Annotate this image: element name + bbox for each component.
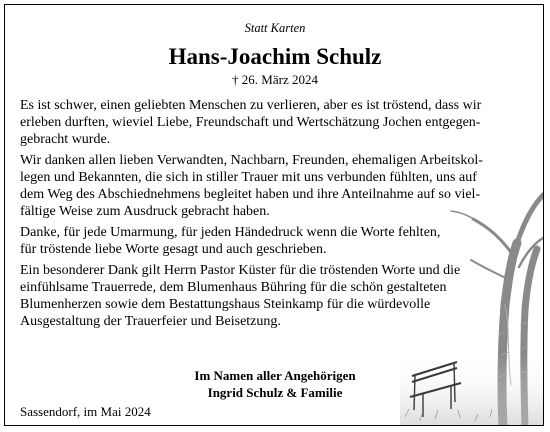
paragraph: [20, 97, 525, 148]
deceased-name: Hans-Joachim Schulz: [168, 44, 382, 69]
paragraph: [20, 224, 525, 258]
grass: [405, 409, 492, 421]
text-line: Blumenherzen sowie dem Bestattungshaus Steinkamp für die würdevolle: [20, 297, 431, 312]
signature-line: Ingrid Schulz & Familie: [207, 385, 343, 400]
text-line: für tröstende liebe Worte gesagt und auch geschrieben.: [20, 242, 327, 257]
text-line: Ein besonderer Dank gilt Herrn Pastor Küster für die tröstenden Worte und die: [20, 263, 461, 278]
place-date: Sassendorf, im Mai 2024: [20, 404, 151, 419]
text-line: Es ist schwer, einen geliebten Menschen zu verlieren, aber es ist tröstend, dass wir: [20, 98, 482, 113]
text-line: gebracht wurde.: [20, 132, 111, 147]
text-line: fältige Weise zum Ausdruck gebracht haben.: [20, 204, 270, 219]
thank-you-text: [20, 97, 525, 334]
signature-line: Im Namen aller Angehörigen: [194, 368, 356, 383]
text-line: einfühlsame Trauerrede, dem Blumenhaus Bühring für die schön gestalteten: [20, 280, 447, 295]
paragraph: [20, 262, 525, 330]
obituary-notice: [4, 4, 544, 426]
paragraph: [20, 152, 525, 220]
text-line: Wir danken allen lieben Verwandten, Nachbarn, Freunden, ehemaligen Arbeitskol-: [20, 153, 483, 168]
text-line: Ausgestaltung der Trauerfeier und Beisetzung.: [20, 314, 281, 329]
text-line: dem Weg des Abschiednehmens begleitet haben und ihre Anteilnahme auf so viel-: [20, 187, 481, 202]
text-line: erleben durften, wieviel Liebe, Freundschaft und Wertschätzung Jochen entgegen-: [20, 115, 481, 130]
text-line: Danke, für jede Umarmung, für jeden Händedruck wenn die Worte fehlten,: [20, 225, 441, 240]
pre-title: Statt Karten: [244, 21, 306, 35]
text-line: legen und Bekannten, die sich in stiller Trauer mit uns verbunden fühlten, uns auf: [20, 170, 477, 185]
signature-block: [5, 367, 544, 401]
death-date: † 26. März 2024: [232, 72, 318, 87]
